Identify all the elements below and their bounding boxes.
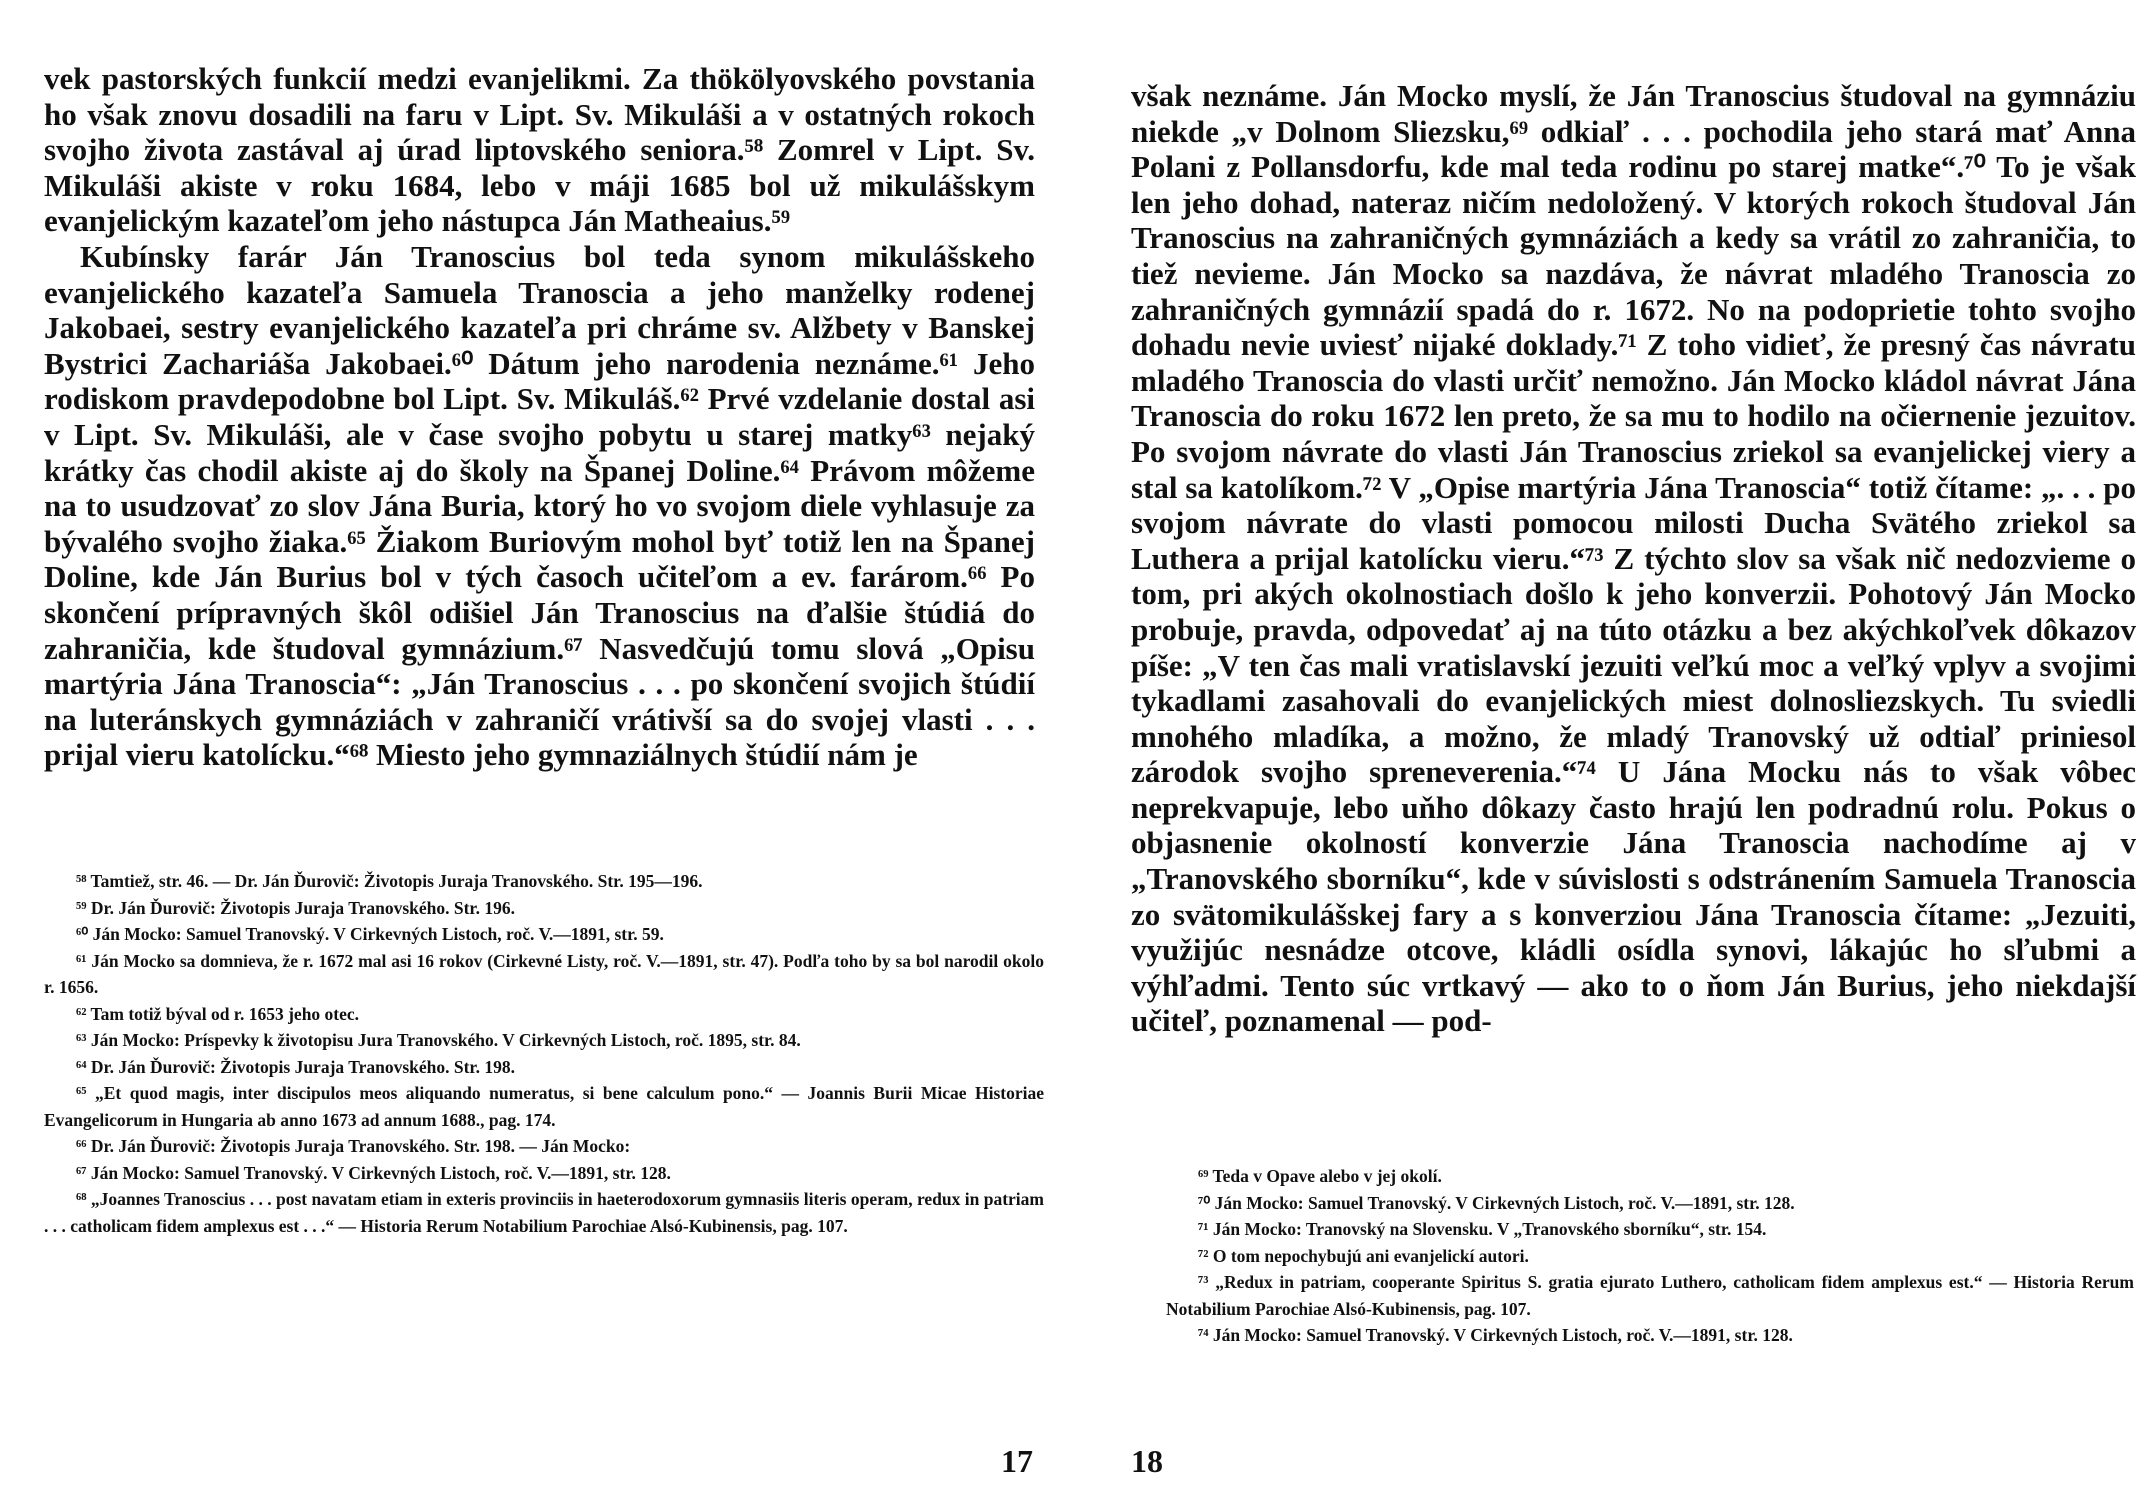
- left-page-number: 17: [1001, 1443, 1033, 1479]
- footnote-69: ⁶⁹ Teda v Opave alebo v jej okolí.: [1198, 1166, 1442, 1186]
- left-body-text: [44, 61, 1035, 773]
- right-paragraph-1: však neznáme. Ján Mocko myslí, že Ján Tranoscius študoval na gymnáziu niekde „v Dolnom Sliezsku,⁶⁹ odkiaľ . . . pochodila jeho stará mať Anna Polani z Pollansdorfu, kde mal teda rodinu po starej matke“.⁷⁰ To je však len jeho dohad, nateraz ničím nedoložený. V ktorých rokoch študoval Ján Tranoscius na zahraničných gymnáziách a kedy sa vrátil zo zahraničia, to tiež nevieme. Ján Mocko sa nazdáva, že návrat mladého Tranoscia zo zahraničných gymnázií spadá do r. 1672. No na podoprietie tohto svojho dohadu nevie uviesť nijaké doklady.⁷¹ Z toho vidieť, že presný čas návratu mladého Tranoscia do vlasti určiť nemožno. Ján Mocko kládol návrat Jána Tranoscia do roku 1672 len preto, že sa mu to hodilo na očiernenie jezuitov. Po svojom návrate do vlasti Ján Tranoscius zriekol sa evanjelickej viery a stal sa katolíkom.⁷² V „Opise martýria Jána Tranoscia“ totiž čítame: „. . . po svojom návrate do vlasti pomocou milosti Ducha Svätého zriekol sa Luthera a prijal katolícku vieru.“⁷³ Z týchto slov sa však nič nedozvieme o tom, pri akých okolnostiach došlo k jeho konverzii. Pohotový Ján Mocko probuje, pravda, odpovedať aj na túto otázku a bez akýchkoľvek dôkazov píše: „V ten čas mali vratislavskí jezuiti veľkú moc a veľký vplyv a svojimi tykadlami zasahovali do evanjelických miest dolnosliezskych. Tu sviedli mnohého mladíka, a možno, že mladý Tranovský už odtiaľ priniesol zárodok svojho spreneverenia.“⁷⁴ U Jána Mocku nás to však vôbec neprekvapuje, lebo uňho dôkazy často hrajú len podradnú rolu. Pokus o objasnenie okolností konverzie Jána Tranoscia nachodíme aj v „Tranovského sborníku“, kde v súvislosti s odstránením Samuela Tranoscia zo svätomikulášskej fary a s konverziou Jána Tranoscia čítame: „Jezuiti, využijúc nesnádze otcove, kládli osídla synovi, lákajúc ho sľubmi a výhľadmi. Tento súc vrtkavý — ako to o ňom Ján Burius, jeho niekdajší učiteľ, poznamenal — pod-: [1131, 78, 2136, 1039]
- footnote-65: ⁶⁵ „Et quod magis, inter discipulos meos aliquando numeratus, si bene calculum pono.“ — Joannis Burii Micae Historiae Evangelicorum in Hungaria ab anno 1673 ad annum 1688., pag. 174.: [44, 1083, 1044, 1130]
- right-footnotes: [1166, 1163, 2134, 1349]
- footnote-60: ⁶⁰ Ján Mocko: Samuel Tranovský. V Cirkevných Listoch, roč. V.—1891, str. 59.: [76, 924, 664, 944]
- left-footnotes: [44, 868, 1044, 1239]
- footnote-59: ⁵⁹ Dr. Ján Ďurovič: Životopis Juraja Tranovského. Str. 196.: [76, 897, 515, 918]
- footnote-71: ⁷¹ Ján Mocko: Tranovský na Slovensku. V „Tranovského sborníku“, str. 154.: [1198, 1219, 1767, 1239]
- left-paragraph-2: Kubínsky farár Ján Tranoscius bol teda synom mikulášskeho evanjelického kazateľa Samuela Tranoscia a jeho manželky rodenej Jakobaei, sestry evanjelického kazateľa pri chráme sv. Alžbety v Banskej Bystrici Zachariáša Jakobaei.⁶⁰ Dátum jeho narodenia neznáme.⁶¹ Jeho rodiskom pravdepodobne bol Lipt. Sv. Mikuláš.⁶² Prvé vzdelanie dostal asi v Lipt. Sv. Mikuláši, ale v čase svojho pobytu u starej matky⁶³ nejaký krátky čas chodil akiste aj do školy na Španej Doline.⁶⁴ Právom môžeme na to usudzovať zo slov Jána Buria, ktorý ho vo svojom diele vyhlasuje za bývalého svojho žiaka.⁶⁵ Žiakom Buriovým mohol byť totiž len na Španej Doline, kde Ján Burius bol v tých časoch učiteľom a ev. farárom.⁶⁶ Po skončení prípravných škôl odišiel Ján Tranoscius na ďalšie štúdiá do zahraničia, kde študoval gymnázium.⁶⁷ Nasvedčujú tomu slová „Opisu martýria Jána Tranoscia“: „Ján Tranoscius . . . po skončení svojich štúdií na luteránskych gymnáziách v zahraničí vrátivší sa do svojej vlasti . . . prijal vieru katolícku.“⁶⁸ Miesto jeho gymnaziálnych štúdií nám je: [44, 238, 1035, 773]
- footnote-72: ⁷² O tom nepochybujú ani evanjelickí autori.: [1198, 1245, 1529, 1266]
- right-page: [1076, 0, 2152, 1500]
- footnote-73: ⁷³ „Redux in patriam, cooperante Spiritus S. gratia ejurato Luthero, catholicam fidem amplexus est.“ — Historia Rerum Notabilium Parochiae Alsó-Kubinensis, pag. 107.: [1166, 1272, 2134, 1319]
- footnote-63: ⁶³ Ján Mocko: Príspevky k životopisu Jura Tranovského. V Cirkevných Listoch, roč. 1895, str. 84.: [76, 1030, 801, 1050]
- footnote-62: ⁶² Tam totiž býval od r. 1653 jeho otec.: [76, 1003, 360, 1024]
- footnote-70: ⁷⁰ Ján Mocko: Samuel Tranovský. V Cirkevných Listoch, roč. V.—1891, str. 128.: [1198, 1192, 1795, 1213]
- footnote-68: ⁶⁸ „Joannes Tranoscius . . . post navatam etiam in exteris provinciis in haeterodoxorum gymnasiis literis operam, redux in patriam . . . catholicam fidem amplexus est . . .“ — Historia Rerum Notabilium Parochiae Alsó-Kubinensis, pag. 107.: [44, 1189, 1044, 1236]
- footnote-64: ⁶⁴ Dr. Ján Ďurovič: Životopis Juraja Tranovského. Str. 198.: [76, 1056, 515, 1077]
- footnote-74: ⁷⁴ Ján Mocko: Samuel Tranovský. V Cirkevných Listoch, roč. V.—1891, str. 128.: [1198, 1325, 1793, 1345]
- footnote-66: ⁶⁶ Dr. Ján Ďurovič: Životopis Juraja Tranovského. Str. 198. — Ján Mocko:: [76, 1136, 631, 1156]
- footnote-58: ⁵⁸ Tamtiež, str. 46. — Dr. Ján Ďurovič: Životopis Juraja Tranovského. Str. 195—196.: [76, 871, 703, 891]
- right-page-number: 18: [1131, 1443, 1163, 1479]
- left-paragraph-1: vek pastorských funkcií medzi evanjelikmi. Za thökölyovského povstania ho však znovu dosadili na faru v Lipt. Sv. Mikuláši a v ostatných rokoch svojho života zastával aj úrad liptovského seniora.⁵⁸ Zomrel v Lipt. Sv. Mikuláši akiste v roku 1684, lebo v máji 1685 bol už mikulášskym evanjelickým kazateľom jeho nástupca Ján Matheaius.⁵⁹: [44, 61, 1035, 239]
- right-body-text: [1131, 78, 2136, 1039]
- footnote-67: ⁶⁷ Ján Mocko: Samuel Tranovský. V Cirkevných Listoch, roč. V.—1891, str. 128.: [76, 1162, 671, 1183]
- footnote-61: ⁶¹ Ján Mocko sa domnieva, že r. 1672 mal asi 16 rokov (Cirkevné Listy, roč. V.—1891, str. 47). Podľa toho by sa bol narodil okolo r. 1656.: [44, 950, 1044, 997]
